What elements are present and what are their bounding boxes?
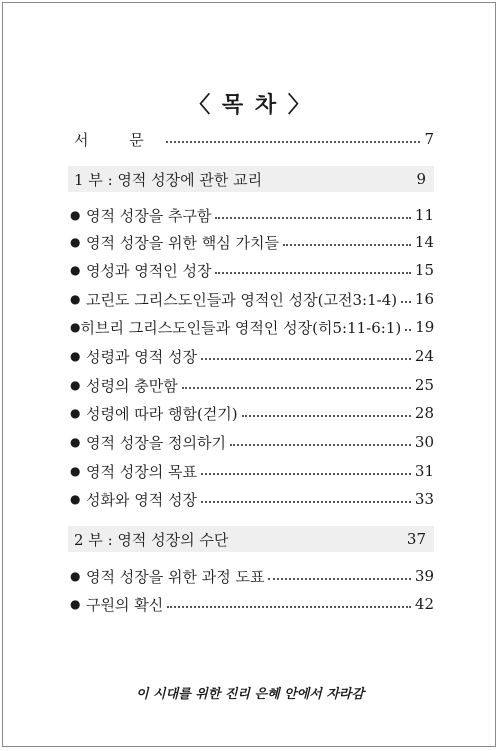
bullet-icon: ● xyxy=(70,406,81,420)
bullet-icon: ● xyxy=(70,435,81,449)
bullet-icon: ● xyxy=(70,569,81,583)
dot-leader xyxy=(166,141,421,143)
toc-entry-page: 30 xyxy=(414,433,434,451)
toc-entry-label: 영적 성장을 정의하기 xyxy=(86,433,226,452)
bullet-icon: ● xyxy=(70,378,81,392)
bullet-icon: ● xyxy=(70,464,81,478)
bullet-icon: ● xyxy=(70,235,81,249)
toc-entry-label: 영적 성장을 위한 핵심 가치들 xyxy=(86,233,279,252)
toc-entry-page: 16 xyxy=(414,290,434,308)
section-title: 1 부 : 영적 성장에 관한 교리 xyxy=(74,170,263,189)
section-page: 9 xyxy=(416,170,426,188)
toc-entry-page: 28 xyxy=(414,404,434,422)
bullet-icon: ● xyxy=(70,597,81,611)
toc-entry-label: 고린도 그리스도인들과 영적인 성장(고전3:1-4) xyxy=(86,290,398,309)
dot-leader xyxy=(201,501,411,503)
toc-entry-label: 성령의 충만함 xyxy=(86,376,178,395)
toc-entry-page: 42 xyxy=(414,595,434,613)
toc-entry-label: 서 문 xyxy=(74,130,162,149)
toc-entry[interactable] xyxy=(68,486,434,512)
toc-entry-page: 31 xyxy=(414,462,434,480)
toc-entry[interactable] xyxy=(68,343,434,369)
dot-leader xyxy=(182,387,411,389)
bullet-icon: ● xyxy=(70,492,81,506)
dot-leader xyxy=(268,578,410,580)
toc-entry-page: 15 xyxy=(414,261,434,279)
bullet-icon: ● xyxy=(70,208,81,222)
bullet-icon: ● xyxy=(70,320,81,334)
toc-entry[interactable] xyxy=(68,563,434,589)
bullet-icon: ● xyxy=(70,263,81,277)
toc-entry-intro[interactable] xyxy=(68,126,434,152)
toc-entry-label: 성화와 영적 성장 xyxy=(86,490,197,509)
toc-entry[interactable] xyxy=(68,257,434,283)
dot-leader xyxy=(230,444,411,446)
toc-entry[interactable] xyxy=(68,286,434,312)
toc-entry[interactable] xyxy=(68,458,434,484)
toc-title: 〈 목 차 〉 xyxy=(188,93,312,118)
bullet-icon: ● xyxy=(70,349,81,363)
toc-entry-page: 39 xyxy=(414,567,434,585)
dot-leader xyxy=(405,329,411,331)
toc-entry[interactable] xyxy=(68,314,434,340)
toc-entry[interactable] xyxy=(68,400,434,426)
dot-leader xyxy=(283,244,411,246)
bullet-icon: ● xyxy=(70,292,81,306)
toc-entry-label: 성령에 따라 행함(걷기) xyxy=(86,404,238,423)
toc-entry-page: 14 xyxy=(414,233,434,251)
dot-leader xyxy=(167,606,411,608)
dot-leader xyxy=(215,217,410,219)
section-header-part2[interactable] xyxy=(68,526,434,552)
toc-entry-label: 영적 성장의 목표 xyxy=(86,462,197,481)
toc-entry-label: 성령과 영적 성장 xyxy=(86,347,197,366)
toc-entry-label: 구원의 확신 xyxy=(86,595,164,614)
toc-entry-page: 11 xyxy=(414,206,434,224)
toc-entry-page: 24 xyxy=(414,347,434,365)
toc-entry[interactable] xyxy=(68,229,434,255)
toc-entry-label: 영적 성장을 추구함 xyxy=(86,206,212,225)
toc-entry-label: 영적 성장을 위한 과정 도표 xyxy=(86,567,265,586)
dot-leader xyxy=(401,301,411,303)
dot-leader xyxy=(242,415,411,417)
toc-entry-label: 영성과 영적인 성장 xyxy=(86,261,212,280)
toc-entry-label: 히브리 그리스도인들과 영적인 성장(히5:11-6:1) xyxy=(80,318,402,337)
toc-entry-page: 7 xyxy=(424,130,434,148)
dot-leader xyxy=(201,358,411,360)
toc-entry-page: 33 xyxy=(414,490,434,508)
toc-entry[interactable] xyxy=(68,591,434,617)
toc-entry-page: 25 xyxy=(414,376,434,394)
section-page: 37 xyxy=(406,530,426,548)
toc-entry[interactable] xyxy=(68,372,434,398)
toc-entry-page: 19 xyxy=(415,318,435,336)
dot-leader xyxy=(201,473,411,475)
section-title: 2 부 : 영적 성장의 수단 xyxy=(74,530,229,549)
dot-leader xyxy=(215,272,410,274)
toc-entry[interactable] xyxy=(68,429,434,455)
section-header-part1[interactable] xyxy=(68,166,434,192)
book-footer: 이 시대를 위한 진리 은혜 안에서 자라감 xyxy=(135,687,365,702)
toc-entry[interactable] xyxy=(68,202,434,228)
